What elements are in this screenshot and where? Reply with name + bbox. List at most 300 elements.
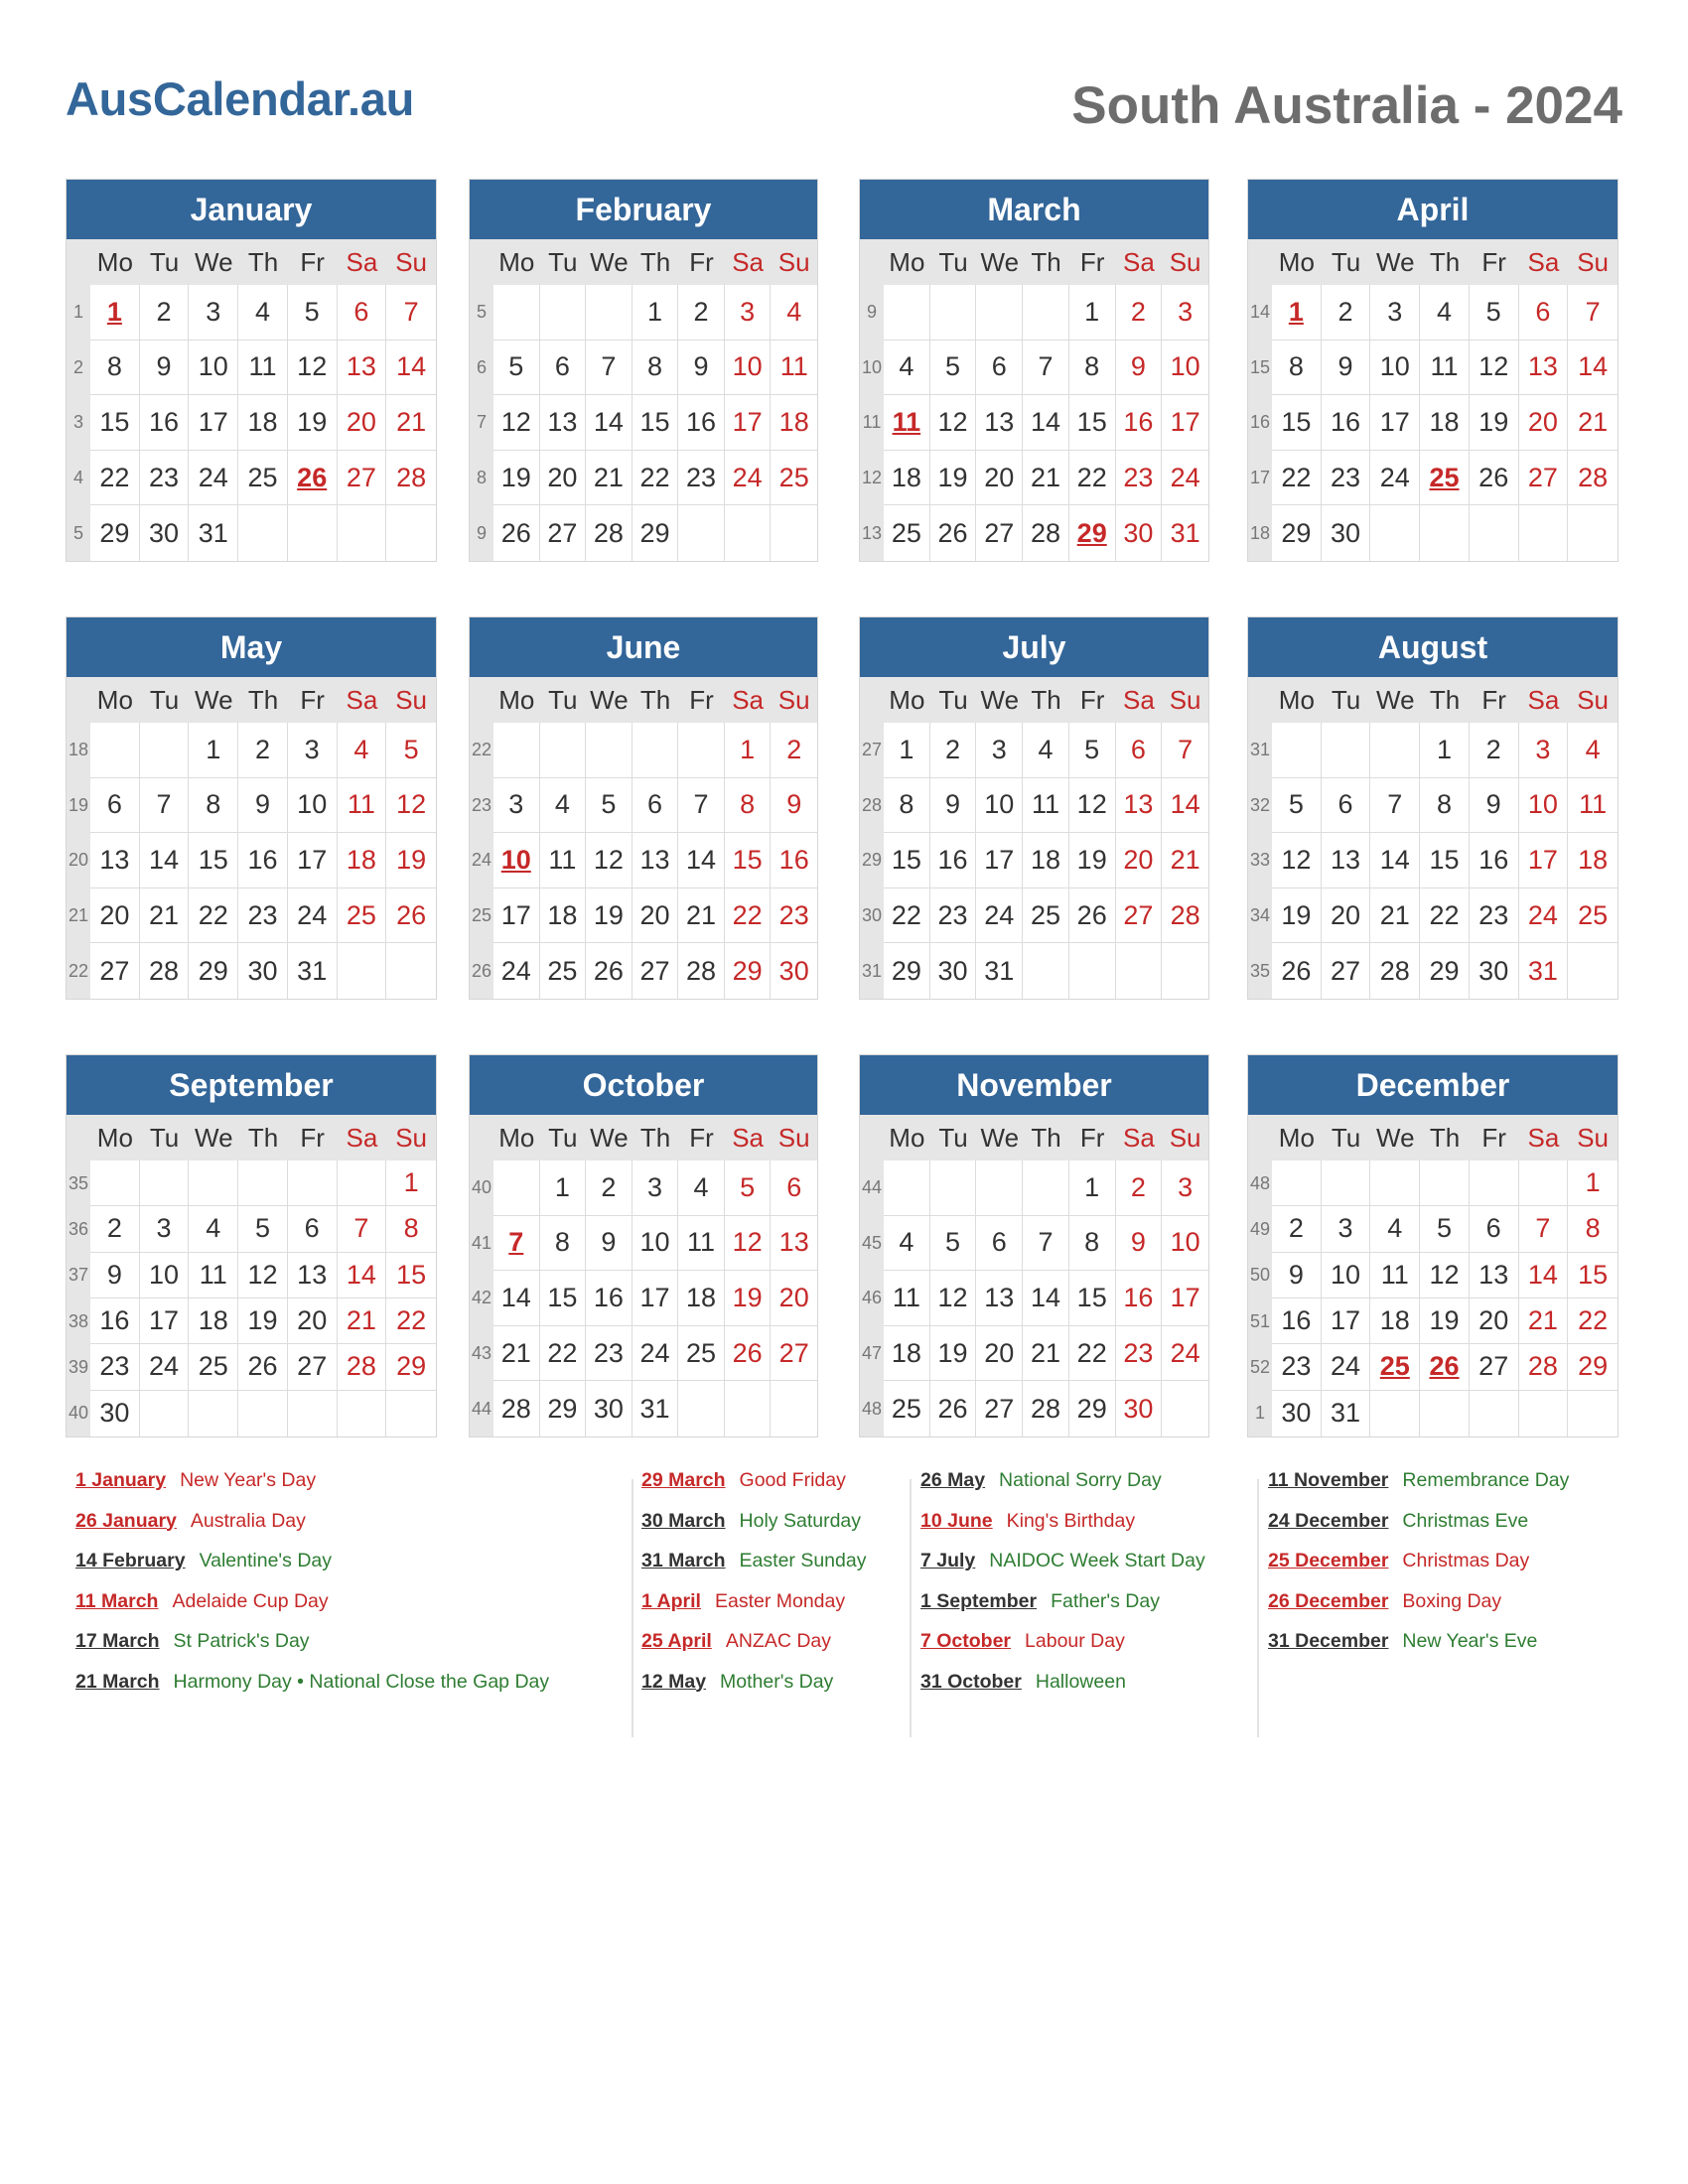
day-cell: 24 <box>633 1326 679 1382</box>
weekday-header-su: Su <box>395 246 428 277</box>
legend-date: 29 March <box>641 1469 726 1491</box>
day-cell: 23 <box>90 1344 140 1390</box>
day-cell: 12 <box>1470 341 1519 396</box>
weekday-header-sa: Sa <box>346 1122 378 1153</box>
empty-day-cell <box>189 1160 238 1206</box>
day-cell: 19 <box>238 1298 288 1344</box>
day-cell: 18 <box>1370 1298 1420 1344</box>
empty-day-cell <box>678 505 725 561</box>
empty-day-cell <box>1069 943 1116 999</box>
day-cell: 12 <box>288 341 338 396</box>
day-cell: 27 <box>1519 451 1569 506</box>
day-cell: 1 <box>725 723 772 778</box>
empty-day-cell <box>725 1381 772 1436</box>
empty-day-cell <box>238 1391 288 1436</box>
day-cell: 11 <box>1023 778 1069 834</box>
day-cell: 26 <box>493 505 540 561</box>
weekday-header-we: We <box>1376 246 1415 277</box>
day-cell: 8 <box>540 1216 587 1272</box>
month-march <box>859 179 1209 562</box>
month-october <box>469 1054 818 1437</box>
day-cell: 21 <box>1519 1298 1569 1344</box>
day-cell: 27 <box>976 1381 1023 1436</box>
day-cell: 3 <box>633 1160 679 1216</box>
day-cell: 28 <box>386 451 436 506</box>
legend-date: 7 October <box>920 1630 1012 1652</box>
day-cell: 15 <box>1420 833 1470 888</box>
day-cell: 10 <box>1162 341 1208 396</box>
day-cell: 4 <box>238 285 288 341</box>
day-cell: 18 <box>338 833 387 888</box>
day-cell: 6 <box>540 341 587 396</box>
legend-name: NAIDOC Week Start Day <box>989 1550 1205 1571</box>
legend-date: 11 March <box>75 1589 159 1612</box>
day-cell: 11 <box>884 1271 930 1326</box>
weekday-header-we: We <box>980 1122 1020 1153</box>
legend-entry <box>641 1469 846 1492</box>
weekday-header-tu: Tu <box>149 246 180 277</box>
month-april <box>1247 179 1618 562</box>
weekday-header-mo: Mo <box>1278 684 1315 715</box>
day-cell: 14 <box>678 833 725 888</box>
day-cell: 13 <box>1470 1253 1519 1298</box>
month-september <box>66 1054 437 1437</box>
empty-day-cell <box>1162 1381 1208 1436</box>
legend-name: Father's Day <box>1051 1589 1160 1612</box>
weekday-header-fr: Fr <box>300 684 325 715</box>
legend-name: Valentine's Day <box>199 1550 332 1571</box>
day-cell: 9 <box>90 1253 140 1298</box>
day-cell: 7 <box>1370 778 1420 834</box>
week-number: 36 <box>68 1218 89 1239</box>
week-number: 18 <box>68 740 89 760</box>
weekday-header-fr: Fr <box>1481 1122 1506 1153</box>
weekday-header-tu: Tu <box>938 246 968 277</box>
empty-day-cell <box>1370 505 1420 561</box>
day-cell: 13 <box>633 833 679 888</box>
weekday-header-th: Th <box>639 1122 671 1153</box>
weekday-header-we: We <box>195 1122 233 1153</box>
week-number: 14 <box>1249 302 1271 323</box>
legend-entry <box>920 1671 1126 1694</box>
weekday-header-sa: Sa <box>1527 246 1560 277</box>
week-number: 26 <box>471 960 492 981</box>
day-cell: 4 <box>1023 723 1069 778</box>
day-cell: 7 <box>586 341 633 396</box>
weekday-header-th: Th <box>1429 246 1461 277</box>
empty-day-cell <box>1568 1391 1618 1436</box>
day-cell: 14 <box>140 833 190 888</box>
day-cell: 22 <box>189 888 238 944</box>
legend-name: St Patrick's Day <box>173 1630 310 1652</box>
legend-entry <box>641 1590 845 1613</box>
empty-day-cell <box>140 1160 190 1206</box>
day-cell: 22 <box>1069 451 1116 506</box>
day-cell: 22 <box>884 888 930 944</box>
day-cell: 3 <box>288 723 338 778</box>
empty-day-cell <box>586 723 633 778</box>
week-number: 44 <box>861 1177 883 1198</box>
weekday-header-su: Su <box>1169 246 1201 277</box>
day-cell: 4 <box>1568 723 1618 778</box>
legend-name: New Year's Day <box>180 1469 317 1491</box>
day-cell: 1 <box>884 723 930 778</box>
day-cell: 7 <box>338 1206 387 1252</box>
day-cell: 24 <box>725 451 772 506</box>
weekday-header-fr: Fr <box>689 246 714 277</box>
empty-day-cell <box>338 1391 387 1436</box>
day-cell: 5 <box>288 285 338 341</box>
day-cell: 21 <box>493 1326 540 1382</box>
empty-day-cell <box>189 1391 238 1436</box>
week-number: 34 <box>1249 905 1271 926</box>
day-cell: 10 <box>1370 341 1420 396</box>
day-cell: 11 <box>884 395 930 451</box>
empty-day-cell <box>1568 943 1618 999</box>
weekday-header-mo: Mo <box>498 684 535 715</box>
day-cell: 2 <box>1116 1160 1163 1216</box>
day-cell: 13 <box>976 1271 1023 1326</box>
weekday-header-sa: Sa <box>732 246 765 277</box>
legend-name: King's Birthday <box>1006 1509 1136 1532</box>
month-title: February <box>470 180 817 239</box>
day-cell: 7 <box>1162 723 1208 778</box>
day-cell: 27 <box>338 451 387 506</box>
empty-day-cell <box>1519 505 1569 561</box>
day-cell: 23 <box>930 888 977 944</box>
month-november <box>859 1054 1209 1437</box>
legend-name: Australia Day <box>190 1509 306 1532</box>
day-cell: 2 <box>586 1160 633 1216</box>
day-cell: 19 <box>386 833 436 888</box>
day-cell: 27 <box>976 505 1023 561</box>
empty-day-cell <box>238 505 288 561</box>
week-number: 40 <box>471 1177 492 1198</box>
legend-entry <box>641 1671 833 1694</box>
day-cell: 3 <box>1162 1160 1208 1216</box>
day-cell: 16 <box>1116 395 1163 451</box>
weekday-header-sa: Sa <box>346 684 378 715</box>
day-cell: 2 <box>678 285 725 341</box>
day-cell: 8 <box>1420 778 1470 834</box>
day-cell: 21 <box>1568 395 1618 451</box>
empty-day-cell <box>1370 1160 1420 1206</box>
day-cell: 16 <box>586 1271 633 1326</box>
weekday-header-th: Th <box>247 246 279 277</box>
empty-day-cell <box>540 285 587 341</box>
day-cell: 21 <box>678 888 725 944</box>
day-cell: 1 <box>90 285 140 341</box>
day-cell: 13 <box>771 1216 817 1272</box>
day-cell: 29 <box>189 943 238 999</box>
day-cell: 5 <box>493 341 540 396</box>
day-cell: 11 <box>1420 341 1470 396</box>
legend-entry <box>1268 1469 1569 1492</box>
day-cell: 15 <box>1272 395 1322 451</box>
legend-entry <box>920 1550 1205 1572</box>
day-cell: 8 <box>725 778 772 834</box>
weekday-header-su: Su <box>1169 1122 1201 1153</box>
day-cell: 12 <box>586 833 633 888</box>
week-number: 38 <box>68 1310 89 1331</box>
day-cell: 12 <box>1272 833 1322 888</box>
month-january <box>66 179 437 562</box>
day-cell: 12 <box>1420 1253 1470 1298</box>
legend-date: 31 March <box>641 1550 726 1571</box>
day-cell: 23 <box>1322 451 1371 506</box>
day-cell: 17 <box>140 1298 190 1344</box>
day-cell: 8 <box>884 778 930 834</box>
day-cell: 17 <box>976 833 1023 888</box>
day-cell: 5 <box>1470 285 1519 341</box>
day-cell: 1 <box>1069 285 1116 341</box>
day-cell: 27 <box>288 1344 338 1390</box>
day-cell: 20 <box>90 888 140 944</box>
day-cell: 10 <box>288 778 338 834</box>
legend-date: 1 April <box>641 1589 701 1612</box>
empty-day-cell <box>930 1160 977 1216</box>
empty-day-cell <box>1420 505 1470 561</box>
day-cell: 12 <box>493 395 540 451</box>
week-number: 6 <box>476 356 487 377</box>
day-cell: 20 <box>1322 888 1371 944</box>
empty-day-cell <box>725 505 772 561</box>
legend-entry <box>920 1510 1135 1533</box>
month-title: September <box>67 1055 436 1115</box>
week-number: 48 <box>861 1398 883 1419</box>
weekday-header-th: Th <box>247 1122 279 1153</box>
day-cell: 17 <box>288 833 338 888</box>
empty-day-cell <box>493 285 540 341</box>
day-cell: 1 <box>386 1160 436 1206</box>
day-cell: 20 <box>1519 395 1569 451</box>
day-cell: 12 <box>725 1216 772 1272</box>
week-number: 22 <box>68 960 89 981</box>
day-cell: 31 <box>976 943 1023 999</box>
legend-date: 17 March <box>75 1630 160 1652</box>
weekday-header-su: Su <box>1577 246 1610 277</box>
day-cell: 5 <box>386 723 436 778</box>
day-cell: 21 <box>1023 451 1069 506</box>
day-cell: 6 <box>771 1160 817 1216</box>
weekday-header-th: Th <box>1031 1122 1061 1153</box>
empty-day-cell <box>493 1160 540 1216</box>
day-cell: 17 <box>633 1271 679 1326</box>
legend-date: 31 October <box>920 1670 1022 1693</box>
empty-day-cell <box>338 505 387 561</box>
day-cell: 11 <box>1568 778 1618 834</box>
legend-name: Good Friday <box>739 1469 846 1491</box>
day-cell: 19 <box>1272 888 1322 944</box>
day-cell: 15 <box>90 395 140 451</box>
day-cell: 17 <box>1322 1298 1371 1344</box>
day-cell: 10 <box>493 833 540 888</box>
day-cell: 31 <box>1519 943 1569 999</box>
day-cell: 26 <box>725 1326 772 1382</box>
day-cell: 30 <box>1116 1381 1163 1436</box>
day-cell: 7 <box>1023 1216 1069 1272</box>
week-number: 29 <box>861 850 883 871</box>
day-cell: 3 <box>1519 723 1569 778</box>
legend-name: Holy Saturday <box>739 1509 862 1532</box>
empty-day-cell <box>90 1160 140 1206</box>
day-cell: 16 <box>1470 833 1519 888</box>
day-cell: 8 <box>1272 341 1322 396</box>
weekday-header-tu: Tu <box>938 684 968 715</box>
week-number: 13 <box>861 522 883 543</box>
week-number: 8 <box>476 468 487 488</box>
empty-day-cell <box>1023 1160 1069 1216</box>
day-cell: 9 <box>1116 1216 1163 1272</box>
day-cell: 12 <box>386 778 436 834</box>
day-cell: 14 <box>1023 1271 1069 1326</box>
day-cell: 19 <box>930 1326 977 1382</box>
legend-entry <box>75 1510 306 1533</box>
weekday-header-mo: Mo <box>889 684 925 715</box>
week-number: 35 <box>68 1172 89 1193</box>
day-cell: 23 <box>1116 1326 1163 1382</box>
day-cell: 3 <box>1322 1206 1371 1252</box>
day-cell: 26 <box>1272 943 1322 999</box>
empty-day-cell <box>1116 943 1163 999</box>
weekday-header-we: We <box>1376 1122 1415 1153</box>
day-cell: 12 <box>930 1271 977 1326</box>
day-cell: 20 <box>771 1271 817 1326</box>
day-cell: 30 <box>140 505 190 561</box>
day-cell: 8 <box>1069 1216 1116 1272</box>
week-number: 48 <box>1249 1172 1271 1193</box>
weekday-header-sa: Sa <box>1123 684 1155 715</box>
day-cell: 3 <box>1370 285 1420 341</box>
weekday-header-sa: Sa <box>1123 246 1155 277</box>
legend-date: 26 December <box>1268 1589 1389 1612</box>
day-cell: 9 <box>1470 778 1519 834</box>
day-cell: 20 <box>338 395 387 451</box>
day-cell: 16 <box>1272 1298 1322 1344</box>
legend-date: 26 May <box>920 1469 986 1491</box>
day-cell: 3 <box>189 285 238 341</box>
legend-entry <box>1268 1550 1529 1572</box>
empty-day-cell <box>884 285 930 341</box>
day-cell: 16 <box>1116 1271 1163 1326</box>
weekday-header-fr: Fr <box>1079 684 1105 715</box>
weekday-header-tu: Tu <box>548 246 578 277</box>
day-cell: 4 <box>678 1160 725 1216</box>
day-cell: 6 <box>633 778 679 834</box>
day-cell: 17 <box>1162 395 1208 451</box>
day-cell: 17 <box>725 395 772 451</box>
day-cell: 31 <box>633 1381 679 1436</box>
legend-name: Easter Monday <box>714 1589 846 1612</box>
day-cell: 31 <box>1170 517 1200 548</box>
day-cell: 9 <box>678 341 725 396</box>
empty-day-cell <box>976 1160 1023 1216</box>
legend-date: 21 March <box>75 1670 160 1693</box>
legend-name: Harmony Day • National Close the Gap Day <box>173 1670 550 1693</box>
day-cell: 18 <box>189 1298 238 1344</box>
day-cell: 9 <box>1322 341 1371 396</box>
empty-day-cell <box>288 1160 338 1206</box>
empty-day-cell <box>1162 943 1208 999</box>
day-cell: 26 <box>930 1381 977 1436</box>
day-cell: 13 <box>90 833 140 888</box>
day-cell: 29 <box>1069 505 1116 561</box>
day-cell: 25 <box>1370 1344 1420 1390</box>
week-number: 16 <box>1249 412 1271 433</box>
month-title: May <box>67 617 436 677</box>
day-cell: 19 <box>586 888 633 944</box>
day-cell: 16 <box>1322 395 1371 451</box>
weekday-header-we: We <box>1376 684 1415 715</box>
week-number: 42 <box>471 1288 492 1308</box>
day-cell: 24 <box>1370 451 1420 506</box>
week-number: 45 <box>861 1232 883 1253</box>
empty-day-cell <box>1470 1160 1519 1206</box>
day-cell: 14 <box>586 395 633 451</box>
weekday-header-fr: Fr <box>1079 1122 1105 1153</box>
legend-date: 26 January <box>75 1509 177 1532</box>
day-cell: 22 <box>725 888 772 944</box>
day-cell: 10 <box>1519 778 1569 834</box>
day-cell: 16 <box>930 833 977 888</box>
day-cell: 21 <box>1162 833 1208 888</box>
week-number: 21 <box>68 905 89 926</box>
day-cell: 15 <box>633 395 679 451</box>
day-cell: 27 <box>90 943 140 999</box>
day-cell: 11 <box>540 833 587 888</box>
day-cell: 15 <box>1069 395 1116 451</box>
day-cell: 22 <box>1568 1298 1618 1344</box>
week-number: 51 <box>1249 1310 1271 1331</box>
weekday-header-th: Th <box>1429 684 1461 715</box>
empty-day-cell <box>1420 1160 1470 1206</box>
week-number: 39 <box>68 1356 89 1377</box>
day-cell: 22 <box>540 1326 587 1382</box>
day-cell: 18 <box>1023 833 1069 888</box>
day-cell: 15 <box>1568 1253 1618 1298</box>
week-number: 46 <box>861 1288 883 1308</box>
day-cell: 15 <box>884 833 930 888</box>
month-title: March <box>860 180 1208 239</box>
day-cell: 20 <box>540 451 587 506</box>
day-cell: 2 <box>1272 1206 1322 1252</box>
empty-day-cell <box>90 723 140 778</box>
day-cell: 21 <box>1023 1326 1069 1382</box>
day-cell: 5 <box>238 1206 288 1252</box>
legend-entry <box>75 1550 332 1572</box>
day-cell: 3 <box>976 723 1023 778</box>
week-number: 19 <box>68 794 89 815</box>
week-number: 47 <box>861 1343 883 1364</box>
legend-entry <box>75 1590 329 1613</box>
month-title: June <box>470 617 817 677</box>
day-cell: 25 <box>238 451 288 506</box>
day-cell: 29 <box>633 505 679 561</box>
weekday-header-sa: Sa <box>732 684 765 715</box>
empty-day-cell <box>1322 723 1371 778</box>
weekday-header-fr: Fr <box>1079 246 1105 277</box>
day-cell: 20 <box>1470 1298 1519 1344</box>
day-cell: 28 <box>1023 1381 1069 1436</box>
day-cell: 10 <box>976 778 1023 834</box>
day-cell: 15 <box>386 1253 436 1298</box>
weekday-header-mo: Mo <box>889 1122 925 1153</box>
month-june <box>469 616 818 1000</box>
day-cell: 8 <box>1568 1206 1618 1252</box>
day-cell: 24 <box>140 1344 190 1390</box>
day-cell: 9 <box>1116 341 1163 396</box>
legend-name: New Year's Eve <box>1402 1630 1538 1652</box>
